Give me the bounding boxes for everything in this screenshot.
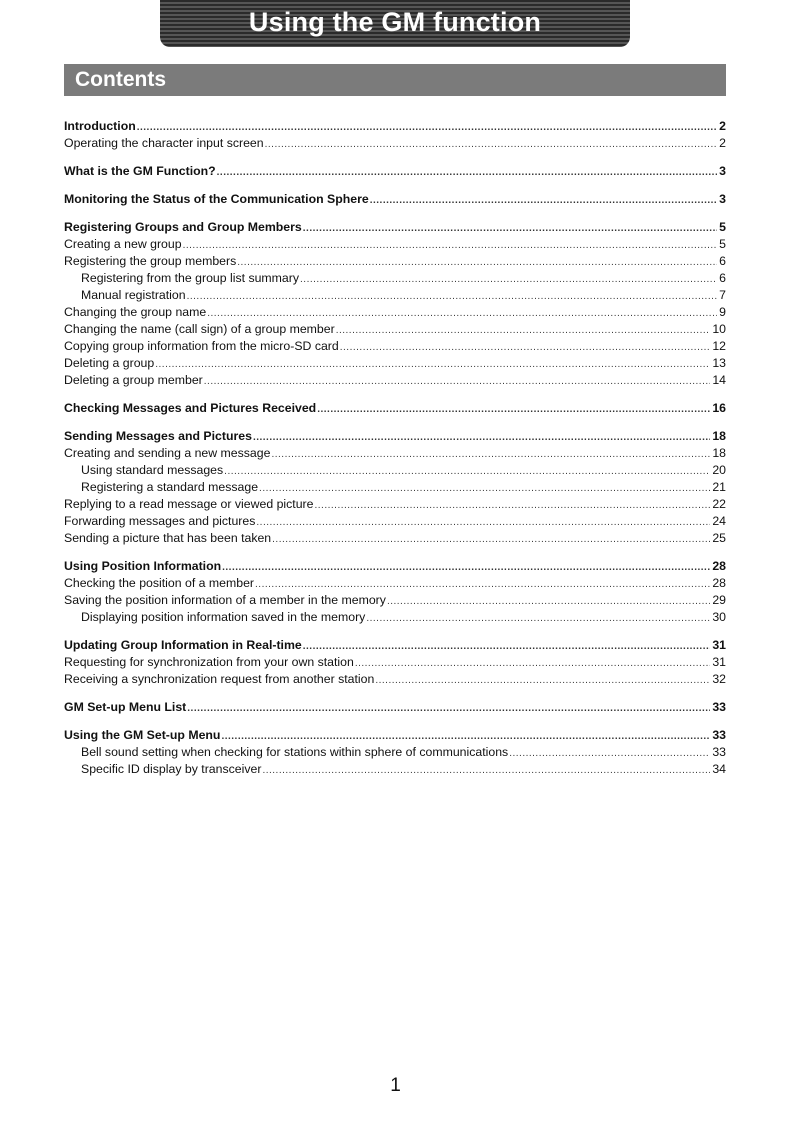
page-number: 1	[390, 1075, 401, 1096]
toc-entry[interactable]	[64, 700, 726, 717]
dot-leader	[204, 376, 711, 387]
dot-leader	[255, 579, 710, 590]
toc-entry-page: 25	[712, 531, 726, 545]
toc-entry-page: 28	[712, 559, 726, 573]
toc-entry-page: 7	[719, 288, 726, 302]
toc-entry-page: 2	[719, 119, 726, 133]
dot-leader	[187, 291, 718, 302]
toc-entry-title: Deleting a group member	[64, 373, 203, 387]
toc-entry-title: Using Position Information	[64, 559, 222, 573]
toc-entry[interactable]	[64, 559, 726, 576]
dot-leader	[207, 308, 717, 319]
toc-entry-page: 10	[712, 322, 726, 336]
toc-entry-page: 18	[712, 446, 726, 460]
toc-entry-title: Sending Messages and Pictures	[64, 429, 252, 443]
toc-entry-page: 18	[712, 429, 726, 443]
toc-entry-title: Creating and sending a new message	[64, 446, 271, 460]
toc-entry-page: 6	[719, 254, 726, 268]
toc-entry-title: Copying group information from the micro-SD card	[64, 339, 339, 353]
dot-leader	[509, 748, 710, 759]
toc-entry-page: 21	[712, 480, 726, 494]
toc-entry-page: 16	[712, 401, 726, 415]
toc-entry[interactable]	[64, 237, 726, 254]
toc-entry-page: 2	[719, 136, 726, 150]
toc-entry-page: 6	[719, 271, 726, 285]
toc-entry-page: 3	[719, 192, 726, 206]
toc-entry-page: 33	[712, 700, 726, 714]
toc-entry[interactable]	[64, 288, 726, 305]
toc-entry-title: Registering Groups and Group Members	[64, 220, 302, 234]
dot-leader	[340, 342, 711, 353]
dot-leader	[222, 562, 710, 573]
toc-entry[interactable]	[64, 593, 726, 610]
toc-entry-title: Forwarding messages and pictures	[64, 514, 256, 528]
toc-entry-title: Using standard messages	[81, 463, 224, 477]
toc-entry-title: What is the GM Function?	[64, 164, 216, 178]
toc-entry[interactable]	[64, 429, 726, 446]
dot-leader	[217, 167, 718, 178]
table-of-contents	[64, 119, 726, 779]
dot-leader	[317, 404, 710, 415]
dot-leader	[256, 517, 710, 528]
toc-entry[interactable]	[64, 610, 726, 627]
toc-entry-page: 31	[712, 638, 726, 652]
toc-entry-page: 3	[719, 164, 726, 178]
toc-entry-title: Deleting a group	[64, 356, 155, 370]
toc-entry-page: 32	[712, 672, 726, 686]
toc-entry[interactable]	[64, 446, 726, 463]
toc-entry-page: 22	[712, 497, 726, 511]
toc-entry-page: 9	[719, 305, 726, 319]
dot-leader	[303, 223, 717, 234]
toc-entry-title: Changing the name (call sign) of a group member	[64, 322, 335, 336]
dot-leader	[259, 483, 710, 494]
toc-entry[interactable]	[64, 480, 726, 497]
dot-leader	[183, 240, 718, 251]
toc-entry-title: Receiving a synchronization request from another station	[64, 672, 375, 686]
toc-entry-page: 34	[712, 762, 726, 776]
toc-entry-page: 20	[712, 463, 726, 477]
toc-entry-title: Replying to a read message or viewed picture	[64, 497, 314, 511]
toc-entry[interactable]	[64, 672, 726, 689]
dot-leader	[366, 613, 710, 624]
toc-entry-page: 30	[712, 610, 726, 624]
toc-entry-title: Checking Messages and Pictures Received	[64, 401, 317, 415]
title-banner	[160, 0, 630, 47]
toc-entry-title: Requesting for synchronization from your own station	[64, 655, 354, 669]
toc-entry[interactable]	[64, 373, 726, 390]
dot-leader	[221, 731, 710, 742]
toc-entry[interactable]	[64, 497, 726, 514]
toc-entry[interactable]	[64, 576, 726, 593]
dot-leader	[315, 500, 711, 511]
toc-entry[interactable]	[64, 356, 726, 373]
toc-entry[interactable]	[64, 531, 726, 548]
dot-leader	[355, 658, 711, 669]
toc-entry-title: Using the GM Set-up Menu	[64, 728, 221, 742]
toc-entry-title: Updating Group Information in Real-time	[64, 638, 302, 652]
toc-entry-page: 5	[719, 237, 726, 251]
toc-entry-page: 31	[712, 655, 726, 669]
toc-entry-page: 33	[712, 728, 726, 742]
dot-leader	[237, 257, 717, 268]
toc-entry[interactable]	[64, 728, 726, 745]
toc-entry[interactable]	[64, 271, 726, 288]
toc-entry-title: Creating a new group	[64, 237, 182, 251]
toc-entry[interactable]	[64, 322, 726, 339]
toc-entry-page: 14	[712, 373, 726, 387]
dot-leader	[265, 139, 718, 150]
dot-leader	[336, 325, 711, 336]
toc-entry-title: Registering a standard message	[81, 480, 259, 494]
toc-entry-page: 5	[719, 220, 726, 234]
toc-entry-title: Changing the group name	[64, 305, 207, 319]
toc-entry[interactable]	[64, 254, 726, 271]
dot-leader	[300, 274, 717, 285]
toc-entry-page: 24	[712, 514, 726, 528]
toc-entry-title: Introduction	[64, 119, 136, 133]
dot-leader	[155, 359, 710, 370]
dot-leader	[303, 641, 711, 652]
toc-entry[interactable]	[64, 220, 726, 237]
dot-leader	[137, 122, 717, 133]
toc-entry[interactable]	[64, 655, 726, 672]
toc-entry[interactable]	[64, 401, 726, 418]
toc-entry[interactable]	[64, 119, 726, 136]
toc-entry-title: Registering the group members	[64, 254, 237, 268]
dot-leader	[262, 765, 710, 776]
toc-entry-title: Manual registration	[81, 288, 186, 302]
toc-entry[interactable]	[64, 339, 726, 356]
toc-entry-title: Sending a picture that has been taken	[64, 531, 272, 545]
toc-entry-title: Specific ID display by transceiver	[81, 762, 262, 776]
toc-entry[interactable]	[64, 164, 726, 181]
dot-leader	[375, 675, 710, 686]
dot-leader	[224, 466, 710, 477]
toc-entry-title: Registering from the group list summary	[81, 271, 300, 285]
toc-entry-title: Monitoring the Status of the Communication Sphere	[64, 192, 369, 206]
toc-entry[interactable]	[64, 136, 726, 153]
toc-entry[interactable]	[64, 638, 726, 655]
toc-entry[interactable]	[64, 305, 726, 322]
toc-entry-page: 28	[712, 576, 726, 590]
toc-entry-title: Checking the position of a member	[64, 576, 255, 590]
toc-entry[interactable]	[64, 463, 726, 480]
toc-entry[interactable]	[64, 745, 726, 762]
toc-entry-page: 33	[712, 745, 726, 759]
dot-leader	[187, 703, 710, 714]
dot-leader	[370, 195, 717, 206]
toc-entry-page: 12	[712, 339, 726, 353]
dot-leader	[253, 432, 710, 443]
dot-leader	[271, 449, 710, 460]
dot-leader	[272, 534, 710, 545]
toc-entry[interactable]	[64, 514, 726, 531]
toc-entry-title: GM Set-up Menu List	[64, 700, 187, 714]
contents-heading-bar	[64, 64, 726, 96]
toc-entry-title: Saving the position information of a member in the memory	[64, 593, 386, 607]
page-title: Using the GM function	[248, 7, 542, 37]
toc-entry-page: 13	[712, 356, 726, 370]
toc-entry-title: Displaying position information saved in the memory	[81, 610, 366, 624]
toc-entry-title: Operating the character input screen	[64, 136, 264, 150]
toc-entry-page: 29	[712, 593, 726, 607]
toc-entry[interactable]	[64, 192, 726, 209]
toc-entry[interactable]	[64, 762, 726, 779]
toc-entry-title: Bell sound setting when checking for stations within sphere of communications	[81, 745, 509, 759]
contents-heading: Contents	[75, 68, 166, 91]
dot-leader	[387, 596, 710, 607]
